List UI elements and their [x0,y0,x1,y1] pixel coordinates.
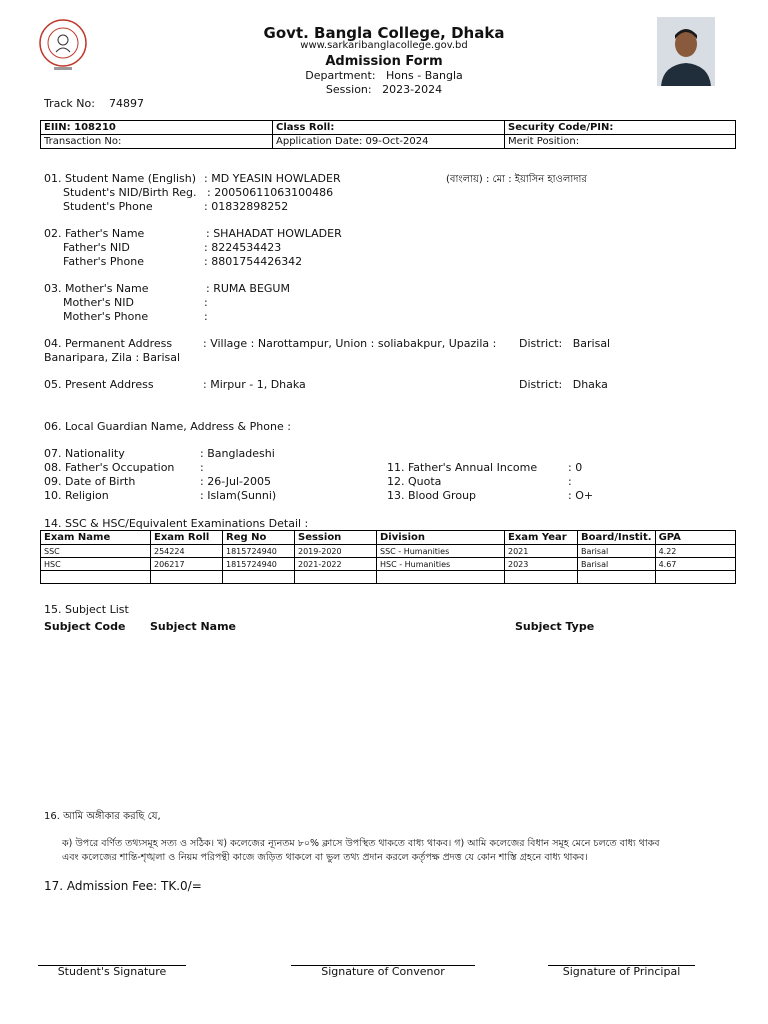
exam-header-cell: GPA [655,531,735,545]
father-name-value: : SHAHADAT HOWLADER [206,227,342,240]
income-label: 11. Father's Annual Income [387,461,538,474]
track-label: Track No: [44,97,95,110]
session-line [0,83,768,96]
dob-value: : 26-Jul-2005 [200,475,272,488]
exam-cell: 2019-2020 [295,545,377,558]
college-name: Govt. Bangla College, Dhaka [263,24,505,42]
application-date-cell: Application Date: 09-Oct-2024 [273,135,505,149]
session-label: Session: [325,83,372,96]
info-table [40,120,736,149]
exams-title: 14. SSC & HSC/Equivalent Examinations Detail : [44,517,309,530]
convenor-signature-label: Signature of Convenor [321,965,445,978]
religion-label: 10. Religion [44,489,109,502]
subjects-title: 15. Subject List [44,603,129,616]
student-photo-icon [657,17,715,86]
exam-cell: 254224 [151,545,223,558]
mother-name-value: : RUMA BEGUM [206,282,290,295]
table-row [41,545,736,558]
student-phone-label: Student's Phone [63,200,153,213]
exam-header-cell: Exam Roll [151,531,223,545]
exam-header-cell: Session [295,531,377,545]
income-value: : 0 [568,461,583,474]
quota-value: : [568,475,572,488]
subject-name-header: Subject Name [150,620,237,633]
exam-cell: 2023 [505,558,578,571]
present-district-value: Dhaka [572,378,608,391]
subject-code-header: Subject Code [44,620,126,633]
father-name-label: 02. Father's Name [44,227,145,240]
permanent-district-label: District: [519,337,563,350]
exam-header-cell: Board/Instit. [578,531,656,545]
table-row [41,558,736,571]
exam-cell: HSC - Humanities [377,558,505,571]
student-phone-value: : 01832898252 [204,200,289,213]
exam-table [40,530,736,584]
mother-phone-value: : [204,310,208,323]
exam-cell: 2021 [505,545,578,558]
exam-cell: 206217 [151,558,223,571]
security-code-cell: Security Code/PIN: [505,121,736,135]
permanent-district [519,337,610,350]
exam-cell: HSC [41,558,151,571]
student-nid-value: : 20050611063100486 [207,186,334,199]
department-label: Department: [305,69,376,82]
religion-value: : Islam(Sunni) [200,489,277,502]
father-nid-label: Father's NID [63,241,130,254]
exam-header-cell: Division [377,531,505,545]
merit-position-cell: Merit Position: [505,135,736,149]
session-value: 2023-2024 [382,83,443,96]
quota-label: 12. Quota [387,475,442,488]
present-district [519,378,608,391]
declaration-line-2: এবং কলেজের শান্তি-শৃঙ্খলা ও নিয়ম পরিপন্থী কাজে জড়িত থাকলে বা ভুল তথ্য প্রদান করলে কর্তৃপক্ষ প্রদত্ত যে কোন শাস্তি গ্রহনে বাধ্য থাকব। [62,852,588,863]
blood-group-label: 13. Blood Group [387,489,477,502]
table-row-empty [41,571,736,584]
present-district-label: District: [519,378,563,391]
present-address-value: : Mirpur - 1, Dhaka [203,378,306,391]
transaction-cell: Transaction No: [41,135,273,149]
mother-nid-value: : [204,296,208,309]
blood-group-value: : O+ [568,489,594,502]
mother-phone-label: Mother's Phone [63,310,149,323]
exam-cell: SSC - Humanities [377,545,505,558]
student-name-value: : MD YEASIN HOWLADER [204,172,341,185]
department-value: Hons - Bangla [386,69,463,82]
exam-cell: 1815724940 [223,545,295,558]
declaration-heading: 16. আমি অঙ্গীকার করছি যে, [44,811,161,822]
exam-cell: 2021-2022 [295,558,377,571]
department-line [0,69,768,82]
exam-cell: 1815724940 [223,558,295,571]
mother-name-label: 03. Mother's Name [44,282,149,295]
dob-label: 09. Date of Birth [44,475,136,488]
exam-cell: Barisal [578,558,656,571]
permanent-address-value: : Village : Narottampur, Union : soliabakpur, Upazila : [203,337,497,350]
permanent-district-value: Barisal [572,337,611,350]
exam-header-cell: Exam Year [505,531,578,545]
eiin-cell: EIIN: 108210 [41,121,273,135]
student-name-label: 01. Student Name (English) [44,172,197,185]
father-nid-value: : 8224534423 [204,241,282,254]
exam-header-cell: Reg No [223,531,295,545]
guardian-label: 06. Local Guardian Name, Address & Phone : [44,420,291,433]
exam-cell: 4.67 [655,558,735,571]
student-name-bangla: (বাংলায়) : মো : ইয়াসিন হাওলাদার [446,174,587,185]
subject-type-header: Subject Type [515,620,595,633]
class-roll-cell: Class Roll: [273,121,505,135]
college-website: www.sarkaribanglacollege.gov.bd [300,40,468,51]
present-address-label: 05. Present Address [44,378,154,391]
father-occupation-label: 08. Father's Occupation [44,461,175,474]
father-phone-value: : 8801754426342 [204,255,303,268]
track-value: 74897 [108,97,144,110]
exam-cell: SSC [41,545,151,558]
form-title: Admission Form [325,54,443,69]
permanent-address-cont: Banaripara, Zila : Barisal [44,351,181,364]
father-phone-label: Father's Phone [63,255,144,268]
father-occupation-value: : [200,461,204,474]
exam-table-header [41,531,736,545]
permanent-address-label: 04. Permanent Address [44,337,173,350]
student-signature-label: Student's Signature [57,965,167,978]
nationality-value: : Bangladeshi [200,447,275,460]
exam-cell: 4.22 [655,545,735,558]
student-nid-label: Student's NID/Birth Reg. [63,186,197,199]
track-number [44,97,144,110]
exam-header-cell: Exam Name [41,531,151,545]
admission-fee: 17. Admission Fee: TK.0/= [44,879,202,893]
declaration-line-1: ক) উপরে বর্ণিত তথ্যসমূহ সত্য ও সঠিক। খ) কলেজের ন্যূনতম ৮০% ক্লাসে উপস্থিত থাকতে বাধ্য থাকব। গ) আমি কলেজের বিধান সমূহ মেনে চলতে বাধ্য থাকব [62,838,660,849]
exam-cell: Barisal [578,545,656,558]
principal-signature-label: Signature of Principal [562,965,681,978]
mother-nid-label: Mother's NID [63,296,134,309]
nationality-label: 07. Nationality [44,447,125,460]
